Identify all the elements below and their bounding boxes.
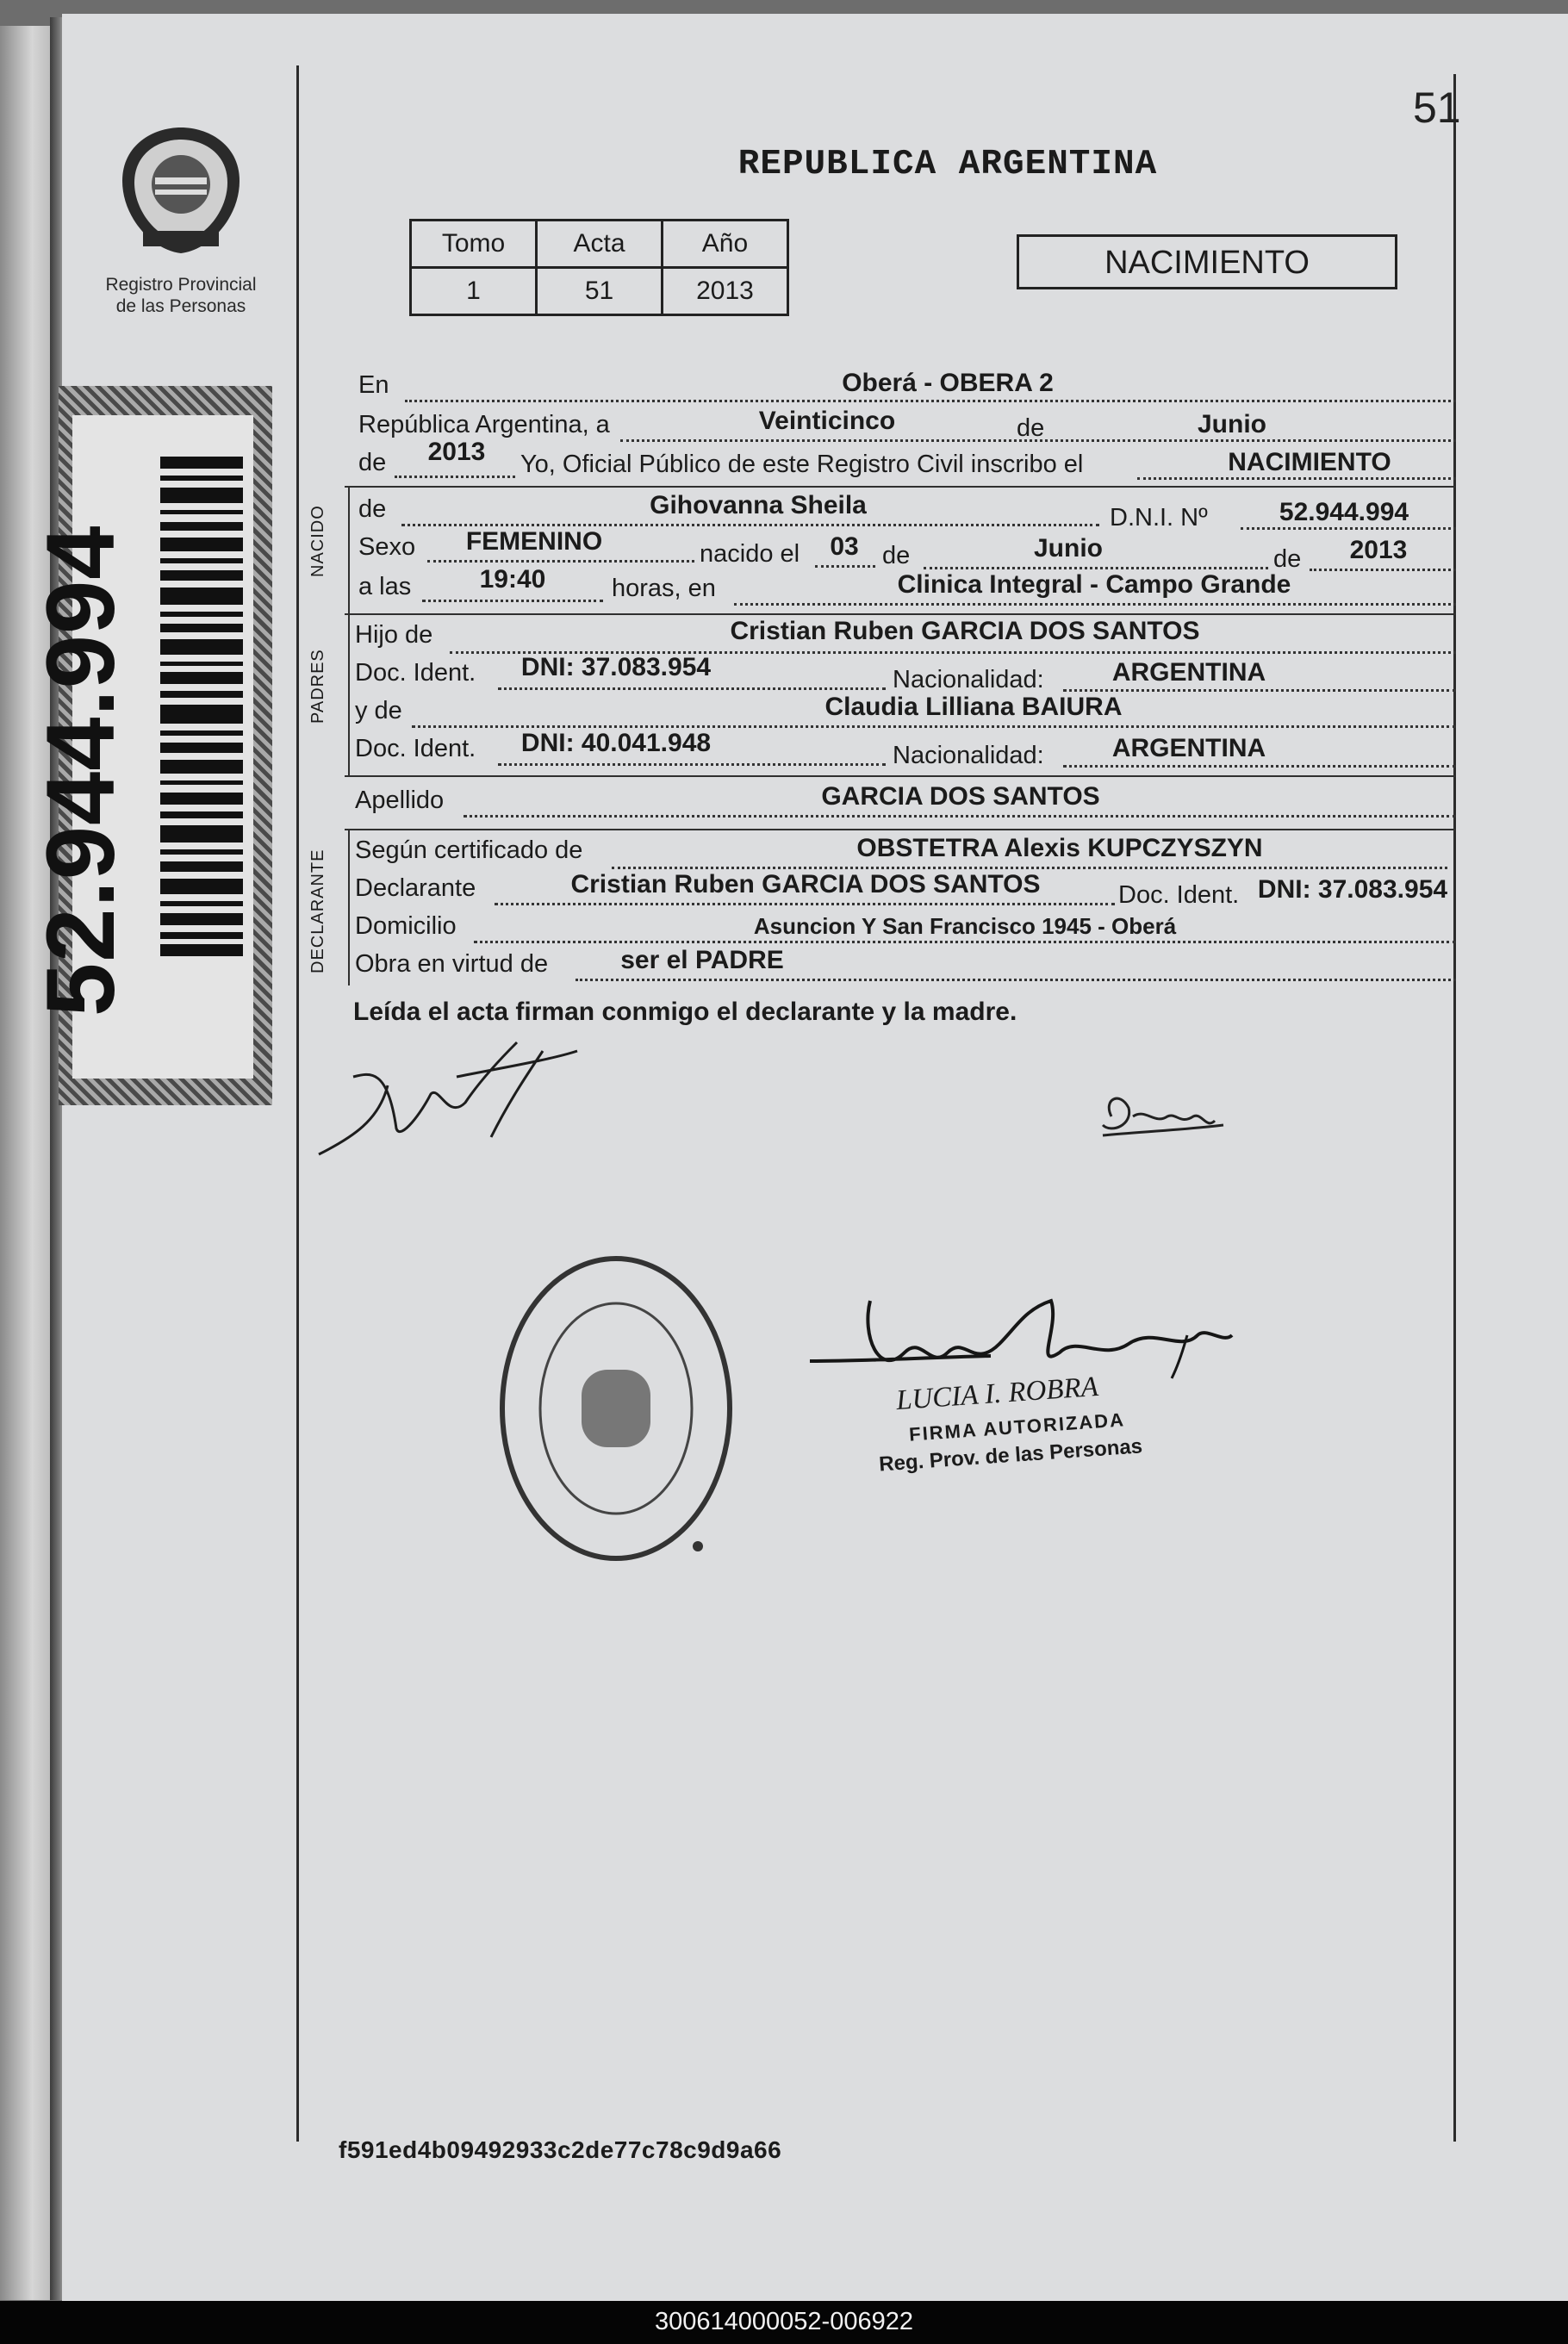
hora-dots	[422, 600, 603, 602]
footer-bar	[0, 2301, 1568, 2344]
padre-nac-dots	[1063, 689, 1456, 692]
registry-value-tomo: 1	[411, 268, 537, 315]
domicilio-label: Domicilio	[355, 912, 457, 940]
yde-label: y de	[355, 697, 402, 724]
madre-dots	[412, 725, 1456, 728]
dni-dots	[1241, 527, 1456, 530]
alas-label: a las	[358, 573, 412, 600]
nac-mes-value: Junio	[1034, 534, 1103, 563]
lugar-nac-value: Clinica Integral - Campo Grande	[897, 570, 1291, 599]
lugar-value: Oberá - OBERA 2	[842, 369, 1054, 397]
signature-name: LUCIA I. ROBRA	[894, 1371, 1099, 1417]
apellido-label: Apellido	[355, 787, 445, 814]
registry-header-acta: Acta	[537, 221, 663, 268]
anio-dots	[395, 476, 515, 478]
dia-value: Veinticinco	[758, 407, 896, 435]
signature-office: Reg. Prov. de las Personas	[878, 1434, 1143, 1477]
madre-value: Claudia Lilliana BAIURA	[824, 693, 1123, 721]
madre-doc-value: DNI: 40.041.948	[520, 729, 712, 757]
padres-bottom-rule	[345, 775, 1456, 777]
nac-mes-dots	[924, 567, 1268, 569]
registry-table-header-row	[411, 221, 788, 268]
apellido-value: GARCIA DOS SANTOS	[821, 782, 1100, 811]
segun-label: Según certificado de	[355, 836, 583, 864]
page-number: 51	[1413, 84, 1461, 132]
nombre-value: Gihovanna Sheila	[650, 491, 867, 519]
de-label-5: de	[1273, 545, 1302, 573]
obra-value: ser el PADRE	[620, 946, 784, 974]
acto-value: NACIMIENTO	[1228, 448, 1391, 476]
certificate-sheet	[62, 14, 1568, 2301]
certificado-dots	[612, 867, 1447, 869]
nacido-label: nacido el	[700, 540, 800, 568]
official-seal	[491, 1249, 741, 1568]
doc-label-1: Doc. Ident.	[355, 659, 476, 687]
padre-value: Cristian Ruben GARCIA DOS SANTOS	[730, 617, 1200, 645]
nacido-section-line	[348, 488, 350, 613]
nac-label-2: Nacionalidad:	[893, 742, 1044, 769]
domicilio-dots	[474, 941, 1456, 943]
provincia-misiones-logo	[114, 121, 248, 258]
de-label-3: de	[358, 495, 387, 523]
oficial-text: Yo, Oficial Público de este Registro Civil inscribo el	[520, 451, 1084, 478]
sexo-label: Sexo	[358, 533, 416, 561]
closing-statement: Leída el acta firman conmigo el declarante y la madre.	[353, 998, 1017, 1026]
nac-label-1: Nacionalidad:	[893, 666, 1044, 693]
declarante-signature	[302, 1025, 586, 1172]
signature-title: FIRMA AUTORIZADA	[908, 1408, 1126, 1446]
country-title: REPUBLICA ARGENTINA	[737, 145, 1158, 184]
horas-label: horas, en	[612, 575, 716, 602]
registry-value-anio: 2013	[663, 268, 788, 315]
republica-label: República Argentina, a	[358, 411, 610, 438]
dni-label: D.N.I. Nº	[1110, 504, 1208, 532]
madre-signature	[1086, 1082, 1241, 1151]
certificado-value: OBSTETRA Alexis KUPCZYSZYN	[856, 834, 1263, 862]
hijo-label: Hijo de	[355, 621, 433, 649]
registry-table-value-row	[411, 268, 788, 315]
nacido-side-label: NACIDO	[308, 505, 327, 577]
declarante-dots	[495, 903, 1115, 905]
barcode-icon	[160, 457, 243, 956]
dni-value: 52.944.994	[1279, 498, 1409, 526]
padre-doc-dots	[498, 687, 886, 690]
hora-value: 19:40	[479, 565, 546, 594]
de-label-1: de	[1017, 414, 1045, 442]
declarante-section-line	[348, 830, 350, 985]
declarante-side-label: DECLARANTE	[308, 849, 327, 973]
padres-section-line	[348, 615, 350, 775]
nac-dia-dots	[815, 565, 875, 568]
left-page-edge	[0, 26, 53, 2300]
registro-line2: de las Personas	[115, 296, 246, 316]
registry-header-tomo: Tomo	[411, 221, 537, 268]
de-label-2: de	[358, 449, 387, 476]
anio-value: 2013	[427, 438, 486, 466]
registro-line1: Registro Provincial	[105, 275, 257, 295]
frame-left-line	[296, 65, 299, 2142]
apellido-dots	[464, 815, 1456, 818]
nombre-dots	[401, 524, 1099, 526]
en-label: En	[358, 371, 389, 399]
sexo-dots	[427, 560, 694, 563]
madre-doc-dots	[498, 763, 886, 766]
footer-id: 300614000052-006922	[655, 2308, 913, 2335]
declarante-value: Cristian Ruben GARCIA DOS SANTOS	[570, 870, 1041, 898]
obra-dots	[576, 979, 1456, 981]
barcode-number: 52.944.994	[27, 525, 134, 1017]
padre-doc-value: DNI: 37.083.954	[520, 653, 712, 681]
mes-value: Junio	[1198, 410, 1266, 438]
declarante-top-rule	[345, 829, 1456, 830]
lugar-nac-dots	[734, 603, 1456, 606]
obra-label: Obra en virtud de	[355, 950, 549, 978]
registry-header-anio: Año	[663, 221, 788, 268]
acto-dots	[1137, 477, 1456, 480]
registro-provincial-label	[86, 274, 276, 317]
registry-table	[409, 219, 789, 316]
padres-side-label: PADRES	[308, 649, 327, 724]
nac-anio-value: 2013	[1349, 536, 1408, 564]
domicilio-value: Asuncion Y San Francisco 1945 - Oberá	[753, 913, 1177, 939]
de-label-4: de	[882, 542, 911, 569]
registry-value-acta: 51	[537, 268, 663, 315]
madre-nac-dots	[1063, 765, 1456, 768]
document-hash: f591ed4b09492933c2de77c78c9d9a66	[339, 2136, 782, 2163]
doc-label-2: Doc. Ident.	[355, 735, 476, 762]
doc-label-3: Doc. Ident.	[1118, 881, 1240, 909]
nacido-top-rule	[345, 486, 1456, 488]
padres-top-rule	[345, 613, 1456, 615]
sexo-value: FEMENINO	[465, 527, 603, 556]
madre-nac-value: ARGENTINA	[1111, 734, 1266, 762]
en-dots	[405, 400, 1456, 402]
frame-right-line	[1453, 74, 1456, 2142]
padre-nac-value: ARGENTINA	[1111, 658, 1266, 687]
nac-dia-value: 03	[830, 532, 859, 561]
declarante-label: Declarante	[355, 874, 476, 902]
act-type-box: NACIMIENTO	[1017, 234, 1397, 289]
declarante-doc-value: DNI: 37.083.954	[1257, 875, 1448, 904]
